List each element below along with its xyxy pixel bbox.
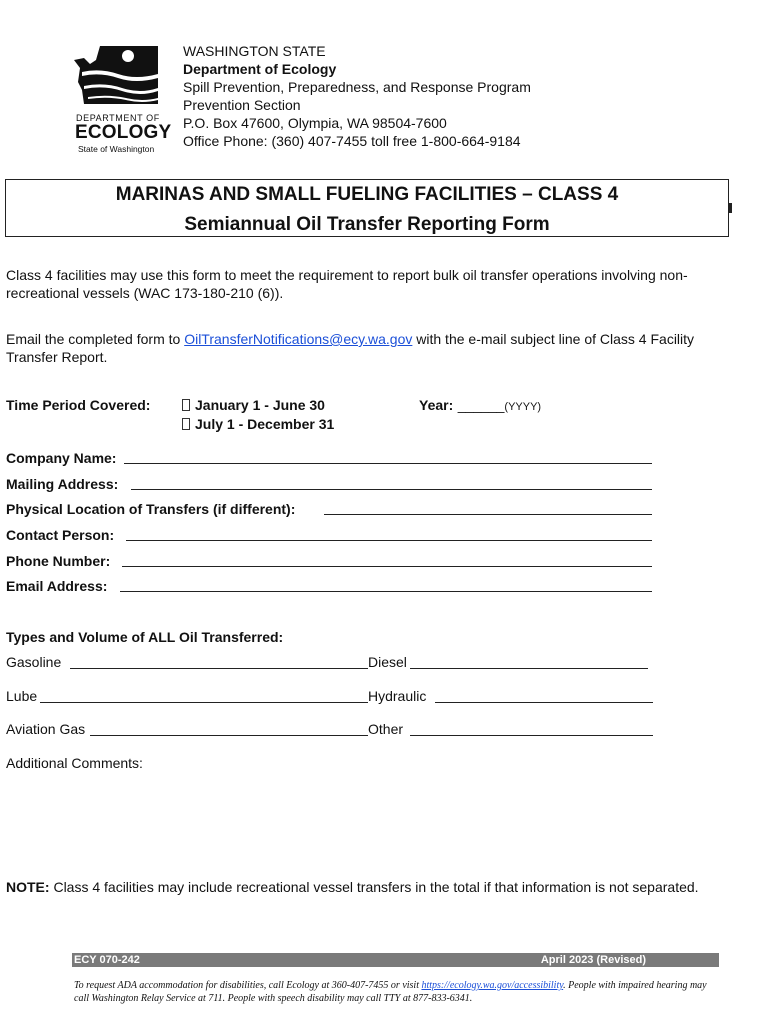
ada-prefix: To request ADA accommodation for disabilities, call Ecology at 360-407-7455 or visit bbox=[74, 980, 422, 991]
form-title: MARINAS AND SMALL FUELING FACILITIES – CLASS 4 bbox=[115, 184, 619, 205]
physical-location-label: Physical Location of Transfers (if different): bbox=[6, 501, 296, 517]
year-field[interactable] bbox=[419, 397, 541, 415]
physical-location-field[interactable] bbox=[324, 514, 652, 515]
logo-line-1: DEPARTMENT OF bbox=[76, 113, 160, 123]
contact-person-field[interactable] bbox=[126, 540, 652, 541]
comments-area[interactable] bbox=[6, 775, 706, 865]
title-box-edge bbox=[729, 203, 732, 213]
diesel-field[interactable] bbox=[410, 668, 648, 669]
period-option-1[interactable] bbox=[182, 397, 325, 413]
hydraulic-field[interactable] bbox=[435, 702, 653, 703]
mailing-address-field[interactable] bbox=[131, 489, 652, 490]
comments-label: Additional Comments: bbox=[6, 755, 143, 771]
contact-person-label: Contact Person: bbox=[6, 527, 115, 543]
aviation-gas-label: Aviation Gas bbox=[6, 721, 86, 737]
email-address-label: Email Address: bbox=[6, 578, 108, 594]
mailing-address-label: Mailing Address: bbox=[6, 476, 119, 492]
accessibility-link[interactable]: https://ecology.wa.gov/accessibility bbox=[421, 980, 564, 991]
form-id: ECY 070-242 bbox=[74, 954, 140, 966]
department-name: Department of Ecology bbox=[183, 61, 337, 77]
footer-bar bbox=[72, 953, 719, 967]
note-text: Class 4 facilities may include recreational vessel transfers in the total if that information is not separated. bbox=[49, 879, 699, 895]
form-subtitle: Semiannual Oil Transfer Reporting Form bbox=[184, 214, 550, 235]
period-option-2-label: July 1 - December 31 bbox=[195, 416, 335, 432]
year-label: Year: bbox=[419, 397, 454, 413]
logo-line-2: ECOLOGY bbox=[75, 122, 172, 143]
lube-label: Lube bbox=[6, 688, 38, 704]
note-label: NOTE: bbox=[6, 879, 50, 895]
gasoline-field[interactable] bbox=[70, 668, 368, 669]
other-label: Other bbox=[368, 721, 404, 737]
checkbox-icon[interactable] bbox=[182, 399, 190, 411]
ecology-logo bbox=[70, 42, 170, 154]
ada-suffix: . People with impaired hearing may call Washington Relay Service at 711. People with speech disability may call TTY at 877-833-6341. bbox=[74, 980, 707, 1004]
company-name-field[interactable] bbox=[124, 463, 652, 464]
email-prefix: Email the completed form to bbox=[6, 331, 185, 347]
email-link[interactable]: OilTransferNotifications@ecy.wa.gov bbox=[184, 331, 413, 347]
postal-address: P.O. Box 47600, Olympia, WA 98504-7600 bbox=[183, 115, 447, 131]
year-hint: (YYYY) bbox=[504, 401, 542, 413]
washington-state-icon bbox=[70, 42, 170, 112]
office-phone: Office Phone: (360) 407-7455 toll free 1-800-664-9184 bbox=[183, 133, 521, 149]
agency-name: WASHINGTON STATE bbox=[183, 43, 326, 59]
checkbox-icon[interactable] bbox=[182, 418, 190, 430]
aviation-gas-field[interactable] bbox=[90, 735, 368, 736]
company-name-label: Company Name: bbox=[6, 450, 117, 466]
logo-line-3: State of Washington bbox=[78, 144, 155, 154]
email-suffix: with the e-mail subject line of Class 4 Facility Transfer Report. bbox=[6, 331, 695, 365]
note-paragraph bbox=[6, 878, 726, 896]
period-option-1-label: January 1 - June 30 bbox=[195, 397, 325, 413]
oil-types-heading: Types and Volume of ALL Oil Transferred: bbox=[6, 629, 284, 645]
year-blank[interactable]: ______ bbox=[457, 397, 505, 413]
ada-notice bbox=[74, 979, 714, 1005]
intro-paragraph: Class 4 facilities may use this form to meet the requirement to report bulk oil transfer operations involving non-recreational vessels (WAC 173-180-210 (6)). bbox=[6, 267, 688, 301]
gasoline-label: Gasoline bbox=[6, 654, 62, 670]
email-address-field[interactable] bbox=[120, 591, 652, 592]
diesel-label: Diesel bbox=[368, 654, 407, 670]
phone-number-label: Phone Number: bbox=[6, 553, 111, 569]
revision-date: April 2023 (Revised) bbox=[540, 954, 646, 966]
form-title-box bbox=[5, 179, 729, 237]
program-name: Spill Prevention, Preparedness, and Response Program bbox=[183, 79, 531, 95]
lube-field[interactable] bbox=[40, 702, 368, 703]
hydraulic-label: Hydraulic bbox=[368, 688, 427, 704]
phone-number-field[interactable] bbox=[122, 566, 652, 567]
other-field[interactable] bbox=[410, 735, 653, 736]
email-instructions bbox=[6, 330, 726, 366]
agency-header bbox=[183, 42, 531, 150]
time-period-label: Time Period Covered: bbox=[6, 397, 151, 413]
section-name: Prevention Section bbox=[183, 97, 301, 113]
period-option-2[interactable] bbox=[182, 416, 334, 432]
